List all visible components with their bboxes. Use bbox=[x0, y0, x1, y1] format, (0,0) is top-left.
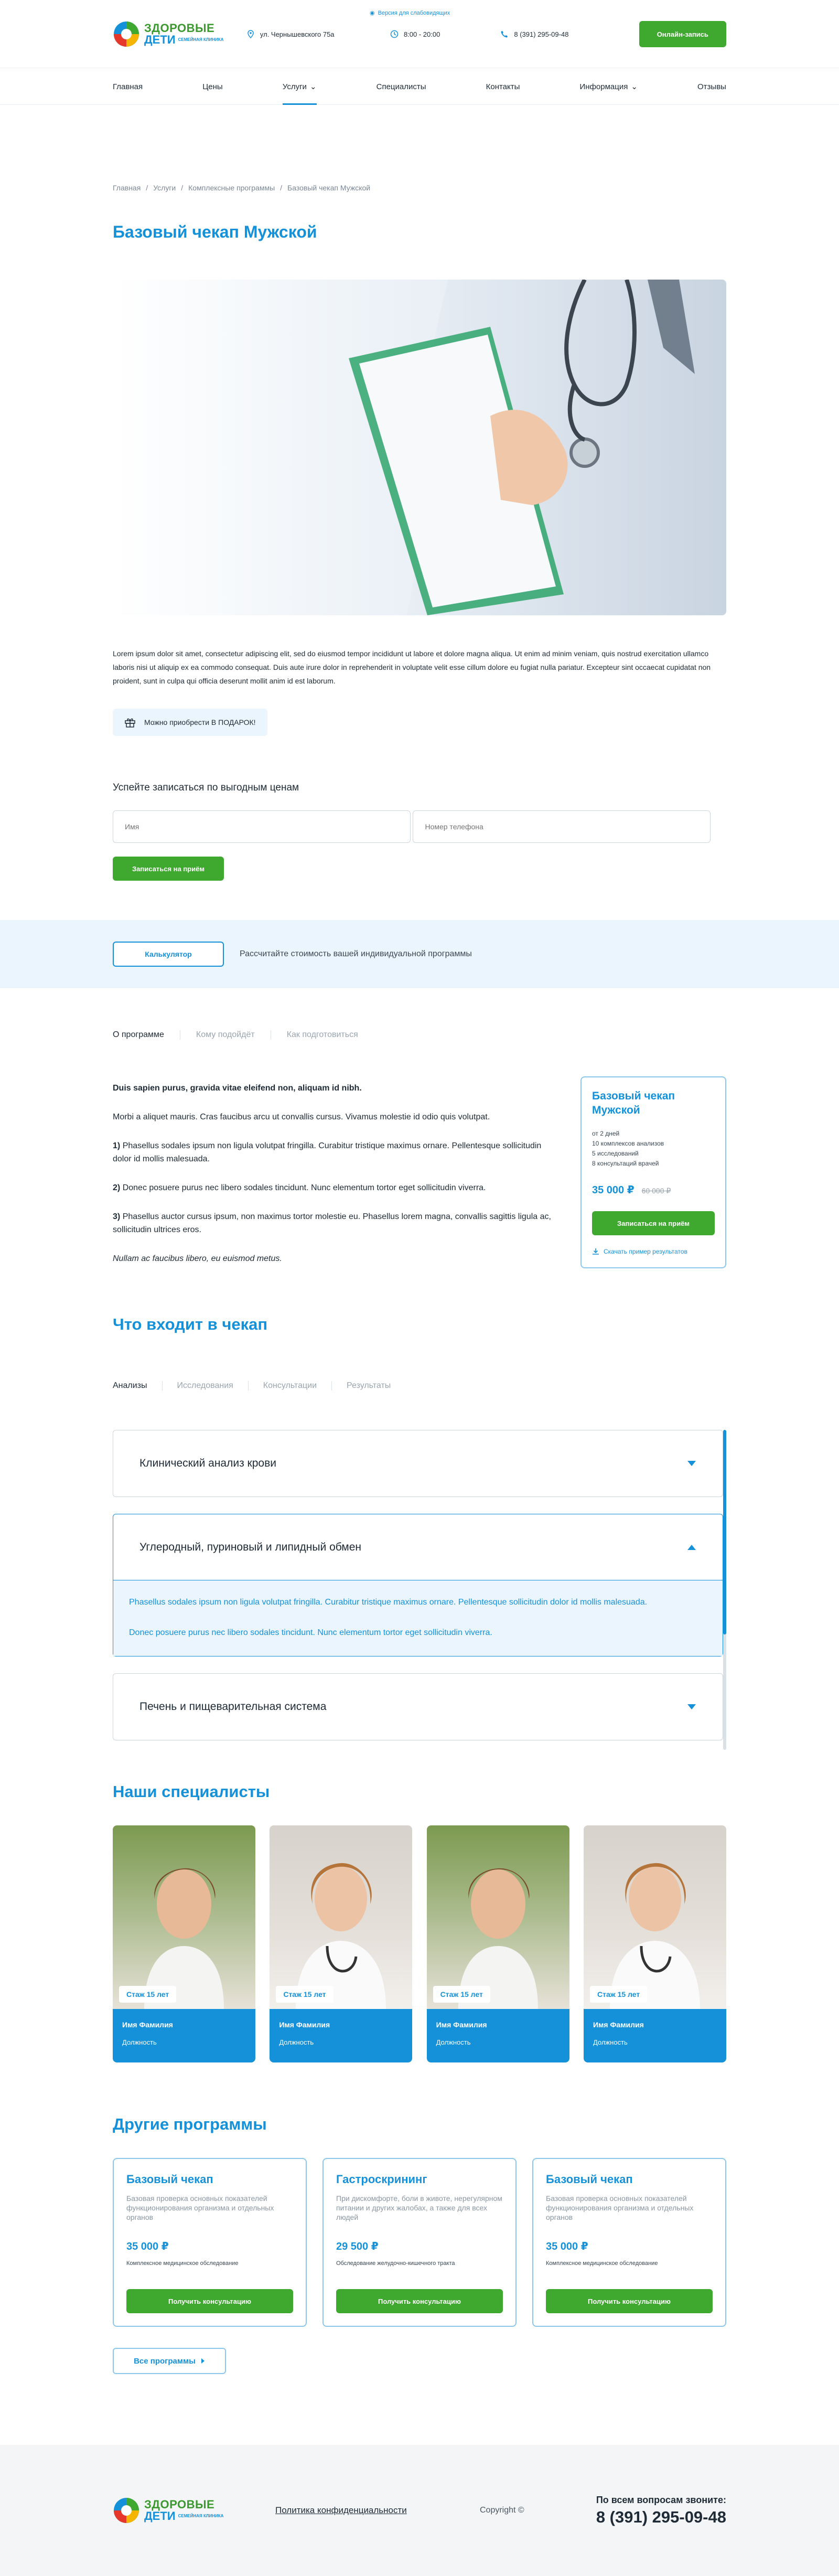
chevron-down-icon: ⌄ bbox=[631, 82, 638, 91]
accordion-scrollbar[interactable] bbox=[723, 1430, 726, 1750]
map-pin-icon bbox=[246, 30, 255, 38]
program-price: 29 500 ₽ bbox=[336, 2241, 379, 2252]
tab-prepare[interactable]: Как подготовиться bbox=[286, 1030, 358, 1039]
specialist-role: Должность bbox=[122, 2038, 157, 2046]
programs-grid bbox=[113, 2158, 726, 2327]
specialists-title: Наши специалисты bbox=[113, 1782, 270, 1801]
tab-suitable[interactable]: Кому подойдёт bbox=[196, 1030, 271, 1040]
specialist-role: Должность bbox=[593, 2038, 628, 2046]
breadcrumb-current: Базовый чекап Мужской bbox=[287, 184, 371, 192]
logo-line2: ДЕТИ bbox=[144, 33, 176, 46]
logo-line1: ЗДОРОВЫЕ bbox=[144, 2498, 215, 2511]
nav-prices[interactable] bbox=[202, 68, 223, 105]
nav-specialists[interactable] bbox=[377, 68, 426, 105]
logo-line2: ДЕТИ bbox=[144, 2509, 176, 2522]
working-hours bbox=[390, 30, 500, 38]
accordion-header[interactable] bbox=[113, 1430, 723, 1497]
program-note: Комплексное медицинское обследование bbox=[546, 2260, 658, 2267]
program-card bbox=[580, 1076, 726, 1268]
nav-label: Цены bbox=[202, 82, 223, 91]
tab-results[interactable]: Результаты bbox=[347, 1381, 391, 1390]
specialist-card[interactable] bbox=[113, 1825, 255, 2062]
breadcrumb: Главная / Услуги / Комплексные программы / Базовый чекап Мужской bbox=[113, 184, 371, 192]
doctor-portrait bbox=[270, 1825, 412, 2009]
hours-text: 8:00 - 20:00 bbox=[403, 30, 440, 38]
calculator-button[interactable]: Калькулятор bbox=[113, 942, 224, 967]
accordion-title: Печень и пищеварительная система bbox=[139, 1701, 327, 1713]
online-booking-button[interactable]: Онлайн-запись bbox=[639, 21, 726, 47]
about-closing: Nullam ac faucibus libero, eu euismod metus. bbox=[113, 1254, 282, 1263]
all-programs-label: Все программы bbox=[134, 2356, 196, 2366]
accordion-title: Клинический анализ крови bbox=[139, 1457, 276, 1469]
logo[interactable] bbox=[113, 20, 236, 48]
doctor-portrait bbox=[584, 1825, 726, 2009]
tab-research[interactable]: Исследования bbox=[177, 1381, 249, 1391]
about-lead: Duis sapien purus, gravida vitae eleifend non, aliquam id nibh. bbox=[113, 1084, 362, 1093]
about-item: 2) Donec posuere purus nec libero sodales tincidunt. Nunc elementum tortor eget sollicitudin viverra. bbox=[113, 1183, 486, 1192]
program-item bbox=[113, 2158, 307, 2327]
program-item bbox=[532, 2158, 726, 2327]
accordion-text: Donec posuere purus nec libero sodales tincidunt. Nunc elementum tortor eget sollicitudin viverra. bbox=[129, 1628, 492, 1637]
vision-label: Версия для слабовидящих bbox=[378, 9, 450, 16]
doctor-illustration bbox=[113, 280, 726, 615]
nav-home[interactable] bbox=[113, 68, 143, 105]
program-item bbox=[322, 2158, 517, 2327]
scrollbar-thumb[interactable] bbox=[723, 1430, 726, 1634]
program-price: 35 000 ₽ bbox=[546, 2241, 588, 2252]
card-price: 35 000 ₽ bbox=[592, 1184, 634, 1196]
accordion-item bbox=[113, 1430, 723, 1497]
phone-text: 8 (391) 295-09-48 bbox=[514, 30, 569, 38]
experience-badge: Стаж 15 лет bbox=[433, 1986, 490, 2003]
logo-sub: СЕМЕЙНАЯ КЛИНИКА bbox=[178, 2513, 224, 2518]
name-field[interactable] bbox=[113, 810, 411, 843]
tab-consultations[interactable]: Консультации bbox=[263, 1381, 332, 1391]
about-item: 3) Phasellus auctor cursus ipsum, non maximus tortor molestie eu. Phasellus lorem magna, convallis sagittis ligula ac, sollicitudin ultrices eros. bbox=[113, 1212, 551, 1234]
specialist-photo bbox=[270, 1825, 412, 2009]
specialist-photo bbox=[427, 1825, 569, 2009]
accordion-text: Phasellus sodales ipsum non ligula volutpat fringilla. Curabitur tristique maximus ornare. Pellentesque sollicitudin dolor id mollis malesuada. bbox=[129, 1598, 648, 1607]
program-note: Обследование желудочно-кишечного тракта bbox=[336, 2260, 455, 2267]
specialist-role: Должность bbox=[436, 2038, 471, 2046]
specialist-card[interactable] bbox=[427, 1825, 569, 2062]
tab-analyses[interactable]: Анализы bbox=[113, 1381, 163, 1391]
nav-label: Отзывы bbox=[697, 82, 726, 91]
experience-badge: Стаж 15 лет bbox=[276, 1986, 333, 2003]
specialist-role: Должность bbox=[279, 2038, 314, 2046]
accordion-item-open bbox=[113, 1514, 723, 1656]
card-title: Базовый чекап Мужской bbox=[592, 1090, 675, 1116]
nav-label: Специалисты bbox=[376, 82, 426, 91]
address bbox=[246, 30, 390, 38]
caret-right-icon bbox=[201, 2358, 205, 2364]
top-header bbox=[0, 0, 839, 68]
card-specs bbox=[592, 1129, 715, 1169]
program-price: 35 000 ₽ bbox=[126, 2241, 169, 2252]
about-section bbox=[113, 1082, 726, 1281]
experience-badge: Стаж 15 лет bbox=[590, 1986, 647, 2003]
footer-contact bbox=[596, 2495, 726, 2527]
breadcrumb-programs[interactable]: Комплексные программы bbox=[188, 184, 275, 192]
copyright: Copyright © bbox=[480, 2506, 524, 2515]
specialist-name: Имя Фамилия bbox=[436, 2021, 487, 2029]
doctor-portrait bbox=[427, 1825, 569, 2009]
caret-down-icon bbox=[687, 1460, 696, 1467]
specialist-name: Имя Фамилия bbox=[122, 2021, 173, 2029]
intro-text: Lorem ipsum dolor sit amet, consectetur adipiscing elit, sed do eiusmod tempor incididunt ut labore et dolore magna aliqua. Ut enim ad minim veniam, quis nostrud exercitation ullamco laboris nisi ut aliquip ex ea commodo consequat. Duis aute irure dolor in reprehenderit in voluptate velit esse cillum dolore eu fugiat nulla pariatur. Excepteur sint occaecat cupidatat non proident, sunt in culpa qui officia deserunt mollit anim id est laborum. bbox=[113, 649, 711, 685]
program-tabs bbox=[113, 1030, 726, 1040]
footer bbox=[0, 2445, 839, 2576]
clock-icon bbox=[390, 30, 399, 38]
included-title: Что входит в чекап bbox=[113, 1315, 268, 1333]
form-title: Успейте записаться по выгодным ценам bbox=[113, 782, 299, 793]
caret-down-icon bbox=[687, 1704, 696, 1710]
nav-contacts[interactable] bbox=[486, 68, 520, 105]
card-old-price: 60 000 ₽ bbox=[641, 1187, 671, 1195]
logo-line1: ЗДОРОВЫЕ bbox=[144, 22, 215, 35]
accordion-body bbox=[113, 1580, 723, 1656]
specialist-card[interactable] bbox=[584, 1825, 726, 2062]
about-item: 1) Phasellus sodales ipsum non ligula volutpat fringilla. Curabitur tristique maximus ornare. Pellentesque sollicitudin dolor id mollis malesuada. bbox=[113, 1141, 542, 1163]
phone-field[interactable] bbox=[413, 810, 711, 843]
specialist-name: Имя Фамилия bbox=[279, 2021, 330, 2029]
nav-label: Услуги bbox=[282, 82, 307, 91]
nav-label: Информация bbox=[579, 82, 628, 91]
accordion-title: Углеродный, пуриновый и липидный обмен bbox=[139, 1541, 362, 1553]
footer-phone[interactable]: 8 (391) 295-09-48 bbox=[596, 2507, 726, 2526]
hero-image bbox=[113, 280, 726, 615]
spec-line: 8 консультаций врачей bbox=[592, 1160, 659, 1167]
eye-icon: ◉ bbox=[370, 10, 375, 16]
included-tabs bbox=[113, 1381, 726, 1391]
gift-icon bbox=[124, 717, 136, 728]
program-note: Комплексное медицинское обследование bbox=[126, 2260, 239, 2267]
consult-button[interactable]: Получить консультацию bbox=[546, 2289, 713, 2313]
program-desc: При дискомфорте, боли в животе, нерегулярном питании и других жалобах, а также для всех людей bbox=[336, 2194, 502, 2221]
program-title[interactable]: Базовый чекап bbox=[546, 2173, 633, 2186]
chevron-down-icon: ⌄ bbox=[309, 82, 317, 91]
spec-line: 5 исследований bbox=[592, 1150, 639, 1157]
breadcrumb-home[interactable]: Главная bbox=[113, 184, 141, 192]
consult-button[interactable]: Получить консультацию bbox=[336, 2289, 503, 2313]
accordion-header[interactable] bbox=[113, 1514, 723, 1580]
nav-label: Контакты bbox=[486, 82, 520, 91]
logo-icon bbox=[113, 20, 140, 48]
experience-badge: Стаж 15 лет bbox=[119, 1986, 176, 2003]
consult-button[interactable]: Получить консультацию bbox=[126, 2289, 293, 2313]
accordion bbox=[113, 1430, 726, 1740]
logo-sub: СЕМЕЙНАЯ КЛИНИКА bbox=[178, 37, 224, 42]
spec-line: от 2 дней bbox=[592, 1130, 620, 1137]
main-nav bbox=[0, 68, 839, 105]
nav-info[interactable] bbox=[580, 68, 638, 105]
nav-services[interactable] bbox=[283, 68, 317, 105]
call-label: По всем вопросам звоните: bbox=[596, 2494, 726, 2505]
vision-link[interactable] bbox=[370, 9, 450, 16]
all-programs-button[interactable] bbox=[113, 2348, 226, 2374]
nav-reviews[interactable] bbox=[697, 68, 726, 105]
gift-badge bbox=[113, 709, 267, 736]
other-programs-title: Другие программы bbox=[113, 2115, 267, 2133]
privacy-policy-link[interactable]: Политика конфиденциальности bbox=[275, 2505, 407, 2515]
program-desc: Базовая проверка основных показателей функционирования организма и отдельных органов bbox=[546, 2194, 694, 2221]
calculator-text: Рассчитайте стоимость вашей индивидуальной программы bbox=[240, 949, 472, 958]
download-link[interactable] bbox=[592, 1248, 715, 1255]
program-title[interactable]: Гастроскрининг bbox=[336, 2173, 427, 2186]
booking-submit-button[interactable]: Записаться на приём bbox=[113, 857, 224, 881]
program-desc: Базовая проверка основных показателей функционирования организма и отдельных органов bbox=[126, 2194, 274, 2221]
nav-label: Главная bbox=[113, 82, 143, 91]
address-text: ул. Чернышевского 75а bbox=[260, 30, 335, 38]
specialist-name: Имя Фамилия bbox=[593, 2021, 644, 2029]
gift-label: Можно приобрести В ПОДАРОК! bbox=[144, 718, 256, 726]
specialist-photo bbox=[113, 1825, 255, 2009]
about-text bbox=[113, 1082, 553, 1281]
tab-about[interactable]: О программе bbox=[113, 1030, 180, 1040]
page-title: Базовый чекап Мужской bbox=[113, 222, 317, 241]
download-icon bbox=[592, 1248, 599, 1255]
specialists-grid bbox=[113, 1825, 726, 2062]
phone-icon bbox=[500, 30, 509, 38]
spec-line: 10 комплексов анализов bbox=[592, 1140, 664, 1147]
breadcrumb-services[interactable]: Услуги bbox=[153, 184, 176, 192]
accordion-header[interactable] bbox=[113, 1674, 723, 1740]
specialist-card[interactable] bbox=[270, 1825, 412, 2062]
download-label: Скачать пример результатов bbox=[604, 1248, 687, 1255]
about-paragraph: Morbi a aliquet mauris. Cras faucibus arcu ut convallis cursus. Vivamus molestie id odio quis volutpat. bbox=[113, 1113, 490, 1121]
header-phone[interactable] bbox=[500, 30, 639, 38]
program-title[interactable]: Базовый чекап bbox=[126, 2173, 213, 2186]
caret-up-icon bbox=[687, 1544, 696, 1551]
card-booking-button[interactable]: Записаться на приём bbox=[592, 1211, 715, 1235]
doctor-portrait bbox=[113, 1825, 255, 2009]
footer-logo[interactable] bbox=[113, 2497, 275, 2524]
accordion-item bbox=[113, 1673, 723, 1740]
calculator-band bbox=[0, 920, 839, 988]
logo-icon bbox=[113, 2497, 140, 2524]
specialist-photo bbox=[584, 1825, 726, 2009]
